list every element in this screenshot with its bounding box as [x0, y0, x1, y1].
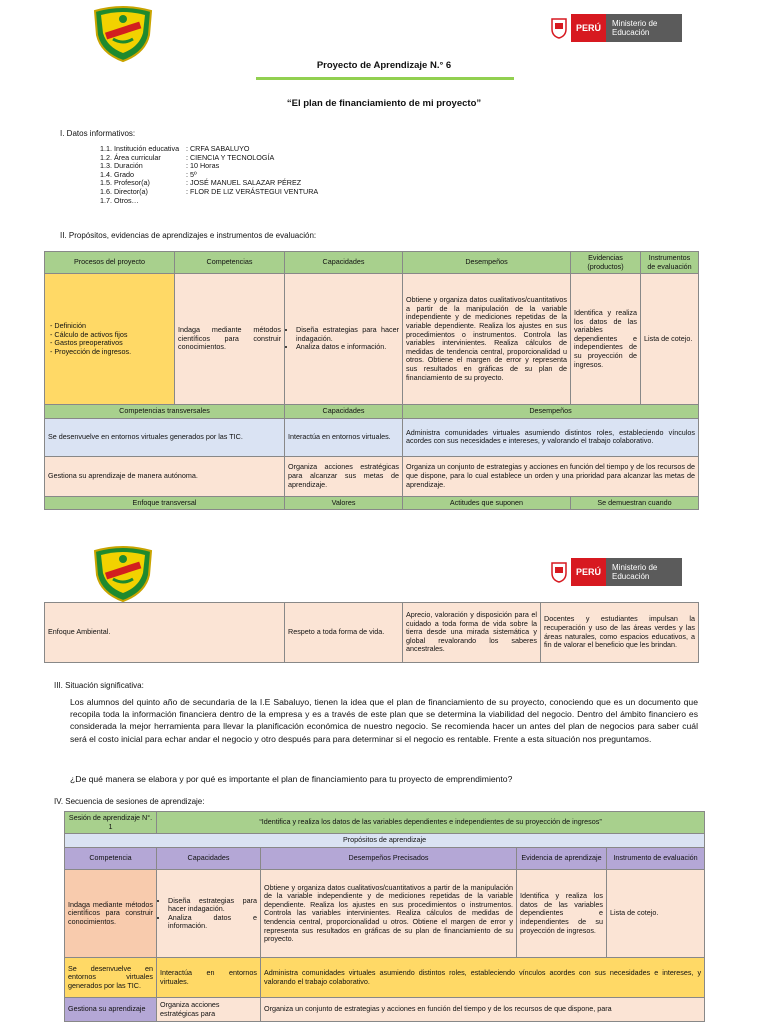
transversal-performance: Organiza un conjunto de estrategias y acciones en función del tiempo y de los recursos de que dispone, para lo cual establece un orden y una prioridad para alcanzar las metas de aprendizaje. [403, 456, 699, 496]
table-header: Desempeños [403, 252, 571, 274]
document-subtitle: “El plan de financiamiento de mi proyecto” [286, 98, 482, 109]
table-header: Competencias [175, 252, 285, 274]
approach-demonstrated: Docentes y estudiantes impulsan la recuperación y uso de las áreas verdes y las áreas naturales, como espacios educativos, a fin de valorar el beneficio que les brindan. [541, 603, 699, 663]
table-header: Competencias transversales [45, 405, 285, 419]
info-label: 1.6. Director(a) [100, 186, 148, 196]
peru-brand: PERÚ [571, 14, 606, 42]
process-list: - Definición - Cálculo de activos fijos - Gastos preoperativos - Proyección de ingresos. [45, 274, 175, 405]
transversal-capacity: Organiza acciones estratégicas para alcanzar sus metas de aprendizaje. [285, 456, 403, 496]
session-title: “Identifica y realiza los datos de las variables dependientes e independientes de su proyección de ingresos” [157, 812, 705, 834]
session-capacity-2: Interactúa en entornos virtuales. [157, 958, 261, 998]
info-value: : 5º [186, 169, 197, 179]
table-header: Actitudes que suponen [403, 496, 571, 510]
table-header: Desempeños [403, 405, 699, 419]
competence-cell: Indaga mediante métodos científicos para construir conocimientos. [175, 274, 285, 405]
process-item: Proyección de ingresos. [54, 346, 132, 356]
info-value: : CRFA SABALUYO [186, 144, 250, 153]
session-instrument: Lista de cotejo. [607, 870, 705, 958]
session-competence: Indaga mediante métodos científicos para construir conocimientos. [65, 870, 157, 958]
school-crest-logo [91, 5, 155, 63]
capacity-item: • Diseña estrategias para hacer indagación. [168, 897, 257, 914]
info-label: 1.4. Grado [100, 169, 134, 179]
session-competence-3: Gestiona su aprendizaje [65, 998, 157, 1022]
session-performance: Obtiene y organiza datos cualitativos/cuantitativos a partir de la manipulación de la variable independiente y de mediciones repetidas de la variable dependiente. Realiza los ajustes en sus procedimientos o instrumentos. Controla las variables intervinientes. Realiza cálculos de medidas de tendencia central, proporcionalidad u otros. Obtiene el margen de error y representa sus resultados en gráficas de su plan de financiamiento de su proyecto. [261, 870, 517, 958]
purposes-table [44, 251, 699, 510]
session-capacity-3: Organiza acciones estratégicas para [157, 998, 261, 1022]
approach-attitude: Aprecio, valoración y disposición para el cuidado a toda forma de vida sobre la tierra desde una mirada sistemática y global revalorando los saberes ancestrales. [403, 603, 541, 663]
session-evidence: Identifica y realiza los datos de las variables dependientes e independientes de su proyección de ingresos. [517, 870, 607, 958]
table-header: Capacidades [285, 405, 403, 419]
table-header: Evidencias (productos) [571, 252, 641, 274]
sessions-table [64, 811, 705, 1022]
table-header: Evidencia de aprendizaje [517, 848, 607, 870]
purposes-header: Propósitos de aprendizaje [65, 834, 705, 848]
ministry-name: Ministerio de Educación [606, 14, 682, 42]
info-row [100, 197, 318, 206]
table-header: Competencia [65, 848, 157, 870]
title-divider [256, 77, 514, 80]
capacity-item: • Analiza datos e información. [296, 343, 399, 352]
performance-cell: Obtiene y organiza datos cualitativos/cuantitativos a partir de la manipulación de la variable independiente y de mediciones repetidas de la variable dependiente. Realiza los ajustes en sus procedimientos o instrumentos. Controla las variables intervinientes. Realiza cálculos de medidas de tendencia central, proporcionalidad u otros. Obtiene el margen de error y representa sus resultados en gráficas de su plan de financiamiento de su proyecto. [403, 274, 571, 405]
capacity-item: • Diseña estrategias para hacer indagación. [296, 326, 399, 343]
info-list [100, 145, 318, 205]
transversal-competence: Se desenvuelve en entornos virtuales generados por las TIC. [45, 418, 285, 456]
instrument-cell: Lista de cotejo. [641, 274, 699, 405]
info-value: : 10 Horas [186, 161, 220, 171]
info-label: 1.5. Profesor(a) [100, 178, 150, 188]
ministry-logo [547, 14, 682, 42]
peru-shield-icon [547, 14, 571, 42]
section-3-heading: III. Situación significativa: [54, 681, 144, 690]
ministry-name: Ministerio de Educación [606, 558, 682, 586]
approach-name: Enfoque Ambiental. [45, 603, 285, 663]
approach-table [44, 602, 699, 663]
capacity-item: • Analiza datos e información. [168, 914, 257, 931]
approach-value: Respeto a toda forma de vida. [285, 603, 403, 663]
table-header: Procesos del proyecto [45, 252, 175, 274]
ministry-logo [547, 558, 682, 586]
section-1-heading: I. Datos informativos: [60, 129, 136, 138]
capacities-cell [285, 274, 403, 405]
session-competence-2: Se desenvuelve en entornos virtuales generados por las TIC. [65, 958, 157, 998]
session-performance-2: Administra comunidades virtuales asumiendo distintos roles, estableciendo vínculos acordes con sus necesidades e intereses, y valorando el trabajo colaborativo. [261, 958, 705, 998]
table-header: Enfoque transversal [45, 496, 285, 510]
process-item: Cálculo de activos fijos [54, 329, 128, 339]
transversal-competence: Gestiona su aprendizaje de manera autónoma. [45, 456, 285, 496]
table-header: Capacidades [157, 848, 261, 870]
table-header: Valores [285, 496, 403, 510]
table-header: Desempeños Precisados [261, 848, 517, 870]
situation-question: ¿De qué manera se elabora y por qué es importante el plan de financiamiento para tu proyecto de emprendimiento? [70, 774, 513, 784]
info-value: : JOSÉ MANUEL SALAZAR PÉREZ [186, 178, 302, 188]
info-value: : CIENCIA Y TECNOLOGÍA [186, 152, 275, 162]
table-header: Instrumento de evaluación [607, 848, 705, 870]
process-item: Definición [54, 321, 86, 330]
school-crest-logo [91, 545, 155, 603]
info-label: 1.1. Institución educativa [100, 144, 180, 153]
table-header: Se demuestran cuando [571, 496, 699, 510]
transversal-performance: Administra comunidades virtuales asumiendo distintos roles, estableciendo vínculos acordes con sus necesidades e intereses, y valorando el trabajo colaborativo. [403, 418, 699, 456]
session-label: Sesión de aprendizaje N°. 1 [65, 812, 157, 834]
peru-brand: PERÚ [571, 558, 606, 586]
session-performance-3: Organiza un conjunto de estrategias y acciones en función del tiempo y de los recursos de que dispone, para [261, 998, 705, 1022]
info-value: : FLOR DE LIZ VERÁSTEGUI VENTURA [186, 186, 319, 196]
info-label: 1.3. Duración [100, 161, 143, 171]
table-header: Instrumentos de evaluación [641, 252, 699, 274]
transversal-capacity: Interactúa en entornos virtuales. [285, 418, 403, 456]
document-title: Proyecto de Aprendizaje N.° 6 [316, 60, 452, 71]
evidence-cell: Identifica y realiza los datos de las variables dependientes e independientes de su proyección de ingresos. [571, 274, 641, 405]
table-header: Capacidades [285, 252, 403, 274]
section-4-heading: IV. Secuencia de sesiones de aprendizaje: [54, 797, 205, 806]
process-item: Gastos preoperativos [54, 338, 123, 348]
section-2-heading: II. Propósitos, evidencias de aprendizajes e instrumentos de evaluación: [60, 231, 317, 240]
peru-shield-icon [547, 558, 571, 586]
session-capacities [157, 870, 261, 958]
info-label: 1.2. Área curricular [100, 152, 161, 162]
info-label: 1.7. Otros… [100, 195, 139, 205]
situation-paragraph: Los alumnos del quinto año de secundaria de la I.E Sabaluyo, tienen la idea que el plan de financiamiento de su proyecto, conociendo que es un documento que recopila toda la información financiera dentro de la empresa y es a través de este plan que se determina la viabilidad del negocio. Dentro del ámbito financiero es considerada la mejor herramienta para llevar la planificación económica de nuestro negocio. Se recomienda hacer un antes del plan de negocios para saber cuál será el costo inicial para echar andar el negocio y otro después para para determinar si el negocio es rentable. Frente a esta situación nos preguntamos. [70, 697, 698, 744]
